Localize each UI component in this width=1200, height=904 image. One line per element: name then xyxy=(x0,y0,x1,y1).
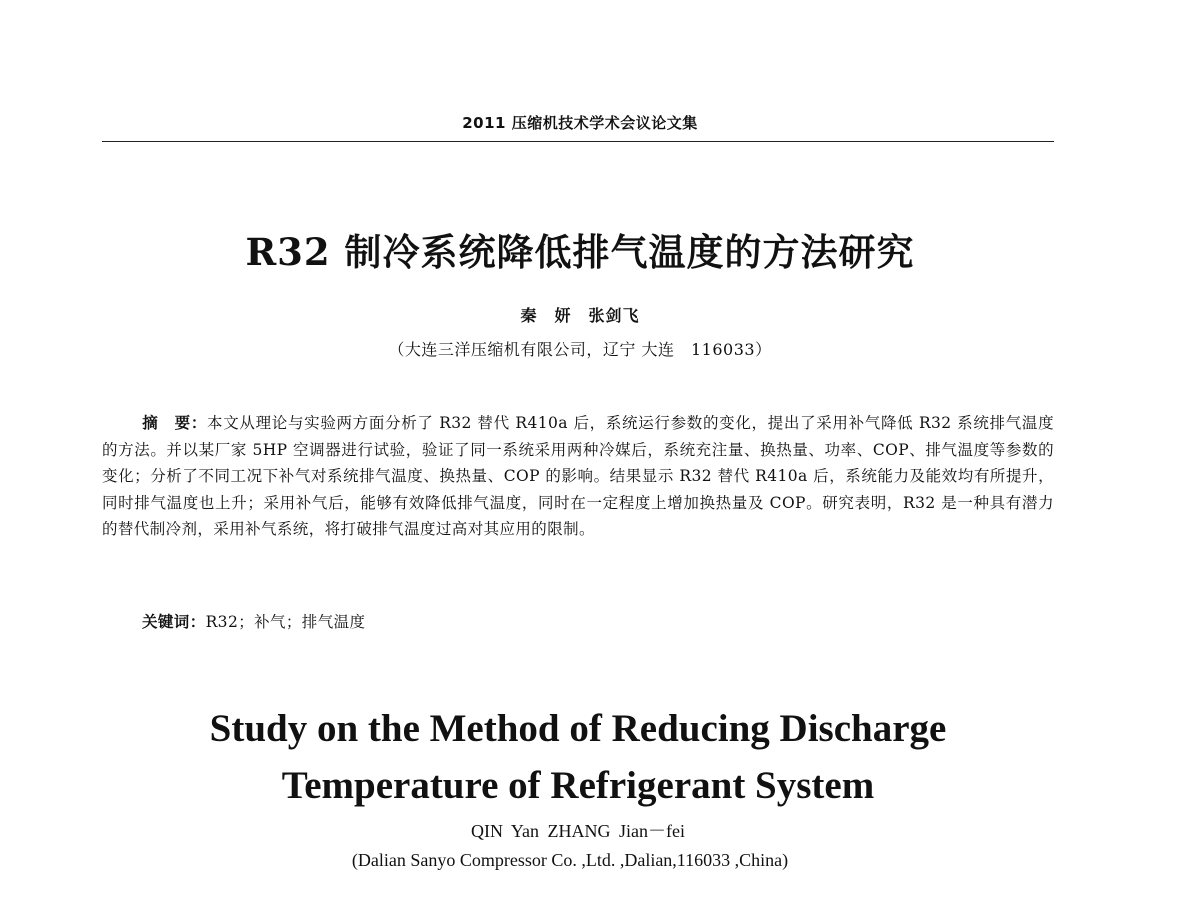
authors-english: QIN Yan ZHANG Jian－fei xyxy=(471,821,685,841)
abstract-paragraph xyxy=(102,410,1054,543)
authors-chinese: 秦 妍 张剑飞 xyxy=(520,306,640,325)
header-divider xyxy=(102,141,1054,142)
keywords-label: 关键词： xyxy=(142,613,206,631)
abstract-text: 本文从理论与实验两方面分析了 R32 替代 R410a 后，系统运行参数的变化，提出了采用补气降低 R32 系统排气温度的方法。并以某厂家 5HP 空调器进行试验，验证了同一系统采用两种冷媒后，系统充注量、换热量、功率、COP、排气温度等参数的变化；分析了不同工况下补气对系统排气温度、换热量、COP 的影响。结果显示 R32 替代 R410a 后，系统能力及能效均有所提升，同时排气温度也上升；采用补气后，能够有效降低排气温度，同时在一定程度上增加换热量及 COP。研究表明，R32 是一种具有潜力的替代制冷剂，采用补气系统，将打破排气温度过高对其应用的限制。 xyxy=(102,414,1054,539)
abstract-label: 摘 要： xyxy=(142,414,208,432)
paper-title-chinese: R32 制冷系统降低排气温度的方法研究 xyxy=(245,230,915,274)
paper-title-english-line2: Temperature of Refrigerant System xyxy=(281,764,875,807)
keywords-text: R32；补气；排气温度 xyxy=(205,613,366,631)
keywords-line xyxy=(142,610,365,632)
affiliation-chinese: （大连三洋压缩机有限公司，辽宁 大连 116033） xyxy=(388,340,772,359)
affiliation-english: (Dalian Sanyo Compressor Co. ,Ltd. ,Dalian,116033 ,China) xyxy=(351,850,789,870)
paper-title-english-line1: Study on the Method of Reducing Discharge xyxy=(209,707,947,750)
running-header: 2011 压缩机技术学术会议论文集 xyxy=(462,114,698,132)
paper-title-english xyxy=(0,700,1156,814)
